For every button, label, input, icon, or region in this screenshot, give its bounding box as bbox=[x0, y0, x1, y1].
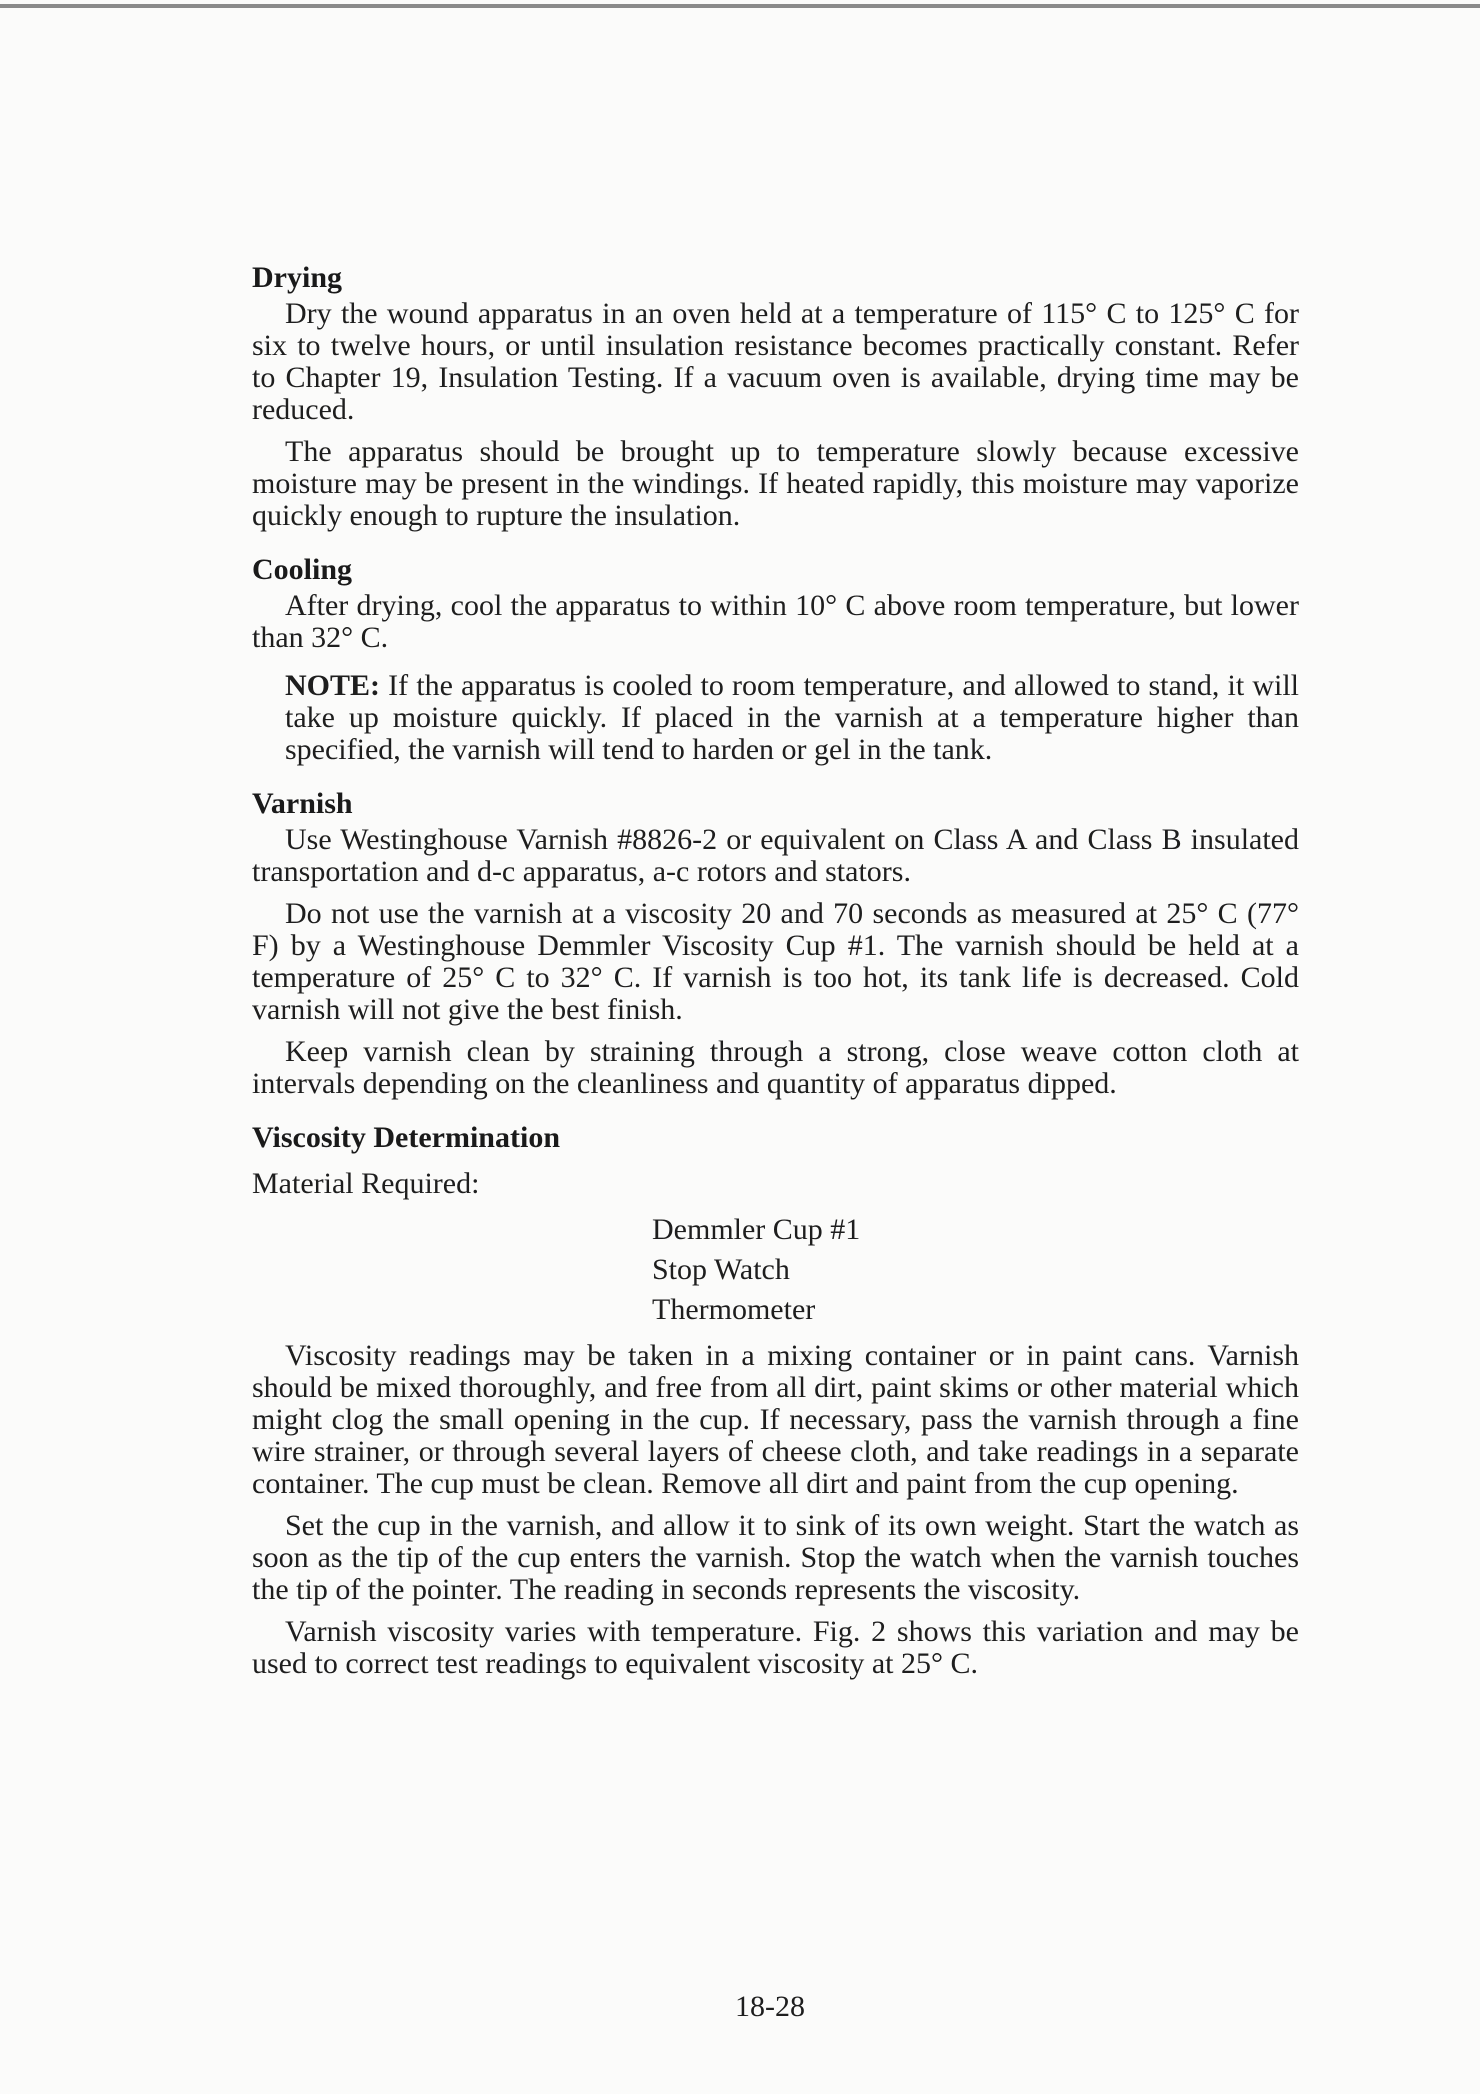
heading-viscosity-determination: Viscosity Determination bbox=[252, 1121, 560, 1154]
material-item: Thermometer bbox=[652, 1293, 816, 1326]
heading-drying: Drying bbox=[252, 261, 342, 294]
viscosity-paragraph-1: Viscosity readings may be taken in a mixing container or in paint cans. Varnish should be mixed thoroughly, and free from all dirt, paint skims or other material which might clog the small opening in the cup. If necessary, pass the varnish through a fine wire strainer, or through several layers of cheese cloth, and take readings in a separate container. The cup must be clean. Remove all dirt and paint from the cup opening. bbox=[252, 1339, 1299, 1500]
note-text: If the apparatus is cooled to room temperature, and allowed to stand, it will take up moisture quickly. If placed in the varnish at a temperature higher than specified, the varnish will tend to harden or gel in the tank. bbox=[285, 669, 1299, 766]
viscosity-paragraph-3: Varnish viscosity varies with temperature. Fig. 2 shows this variation and may be used to correct test readings to equivalent viscosity at 25° C. bbox=[252, 1615, 1299, 1680]
drying-paragraph-1: Dry the wound apparatus in an oven held at a temperature of 115° C to 125° C for six to twelve hours, or until insulation resistance becomes practically constant. Refer to Chapter 19, Insulation Testing. If a vacuum oven is available, drying time may be reduced. bbox=[252, 297, 1299, 426]
materials-label: Material Required: bbox=[252, 1167, 480, 1200]
cooling-paragraph-1: After drying, cool the apparatus to within 10° C above room temperature, but lower than 32° C. bbox=[252, 589, 1299, 654]
material-item: Demmler Cup #1 bbox=[652, 1213, 861, 1246]
materials-list bbox=[652, 1210, 1299, 1330]
page-number: 18-28 bbox=[735, 1990, 805, 2023]
section-varnish bbox=[252, 784, 1299, 1100]
document-page bbox=[252, 258, 1299, 1680]
varnish-paragraph-3: Keep varnish clean by straining through a strong, close weave cotton cloth at intervals depending on the cleanliness and quantity of apparatus dipped. bbox=[252, 1035, 1299, 1100]
varnish-paragraph-1: Use Westinghouse Varnish #8826-2 or equivalent on Class A and Class B insulated transportation and d-c apparatus, a-c rotors and stators. bbox=[252, 823, 1299, 888]
drying-paragraph-2: The apparatus should be brought up to temperature slowly because excessive moisture may be present in the windings. If heated rapidly, this moisture may vaporize quickly enough to rupture the insulation. bbox=[252, 435, 1299, 532]
material-item: Stop Watch bbox=[652, 1253, 790, 1286]
varnish-paragraph-2: Do not use the varnish at a viscosity 20 and 70 seconds as measured at 25° C (77° F) by a Westinghouse Demmler Viscosity Cup #1. The varnish should be held at a temperature of 25° C to 32° C. If varnish is too hot, its tank life is decreased. Cold varnish will not give the best finish. bbox=[252, 897, 1299, 1026]
section-drying bbox=[252, 258, 1299, 532]
heading-varnish: Varnish bbox=[252, 787, 353, 820]
cooling-note bbox=[252, 670, 1299, 766]
viscosity-paragraph-2: Set the cup in the varnish, and allow it to sink of its own weight. Start the watch as soon as the tip of the cup enters the varnish. Stop the watch when the varnish touches the tip of the pointer. The reading in seconds represents the viscosity. bbox=[252, 1509, 1299, 1606]
section-cooling bbox=[252, 550, 1299, 766]
heading-cooling: Cooling bbox=[252, 553, 353, 586]
section-viscosity-determination bbox=[252, 1118, 1299, 1680]
note-label: NOTE: bbox=[285, 669, 381, 702]
top-edge-rule bbox=[0, 4, 1480, 8]
